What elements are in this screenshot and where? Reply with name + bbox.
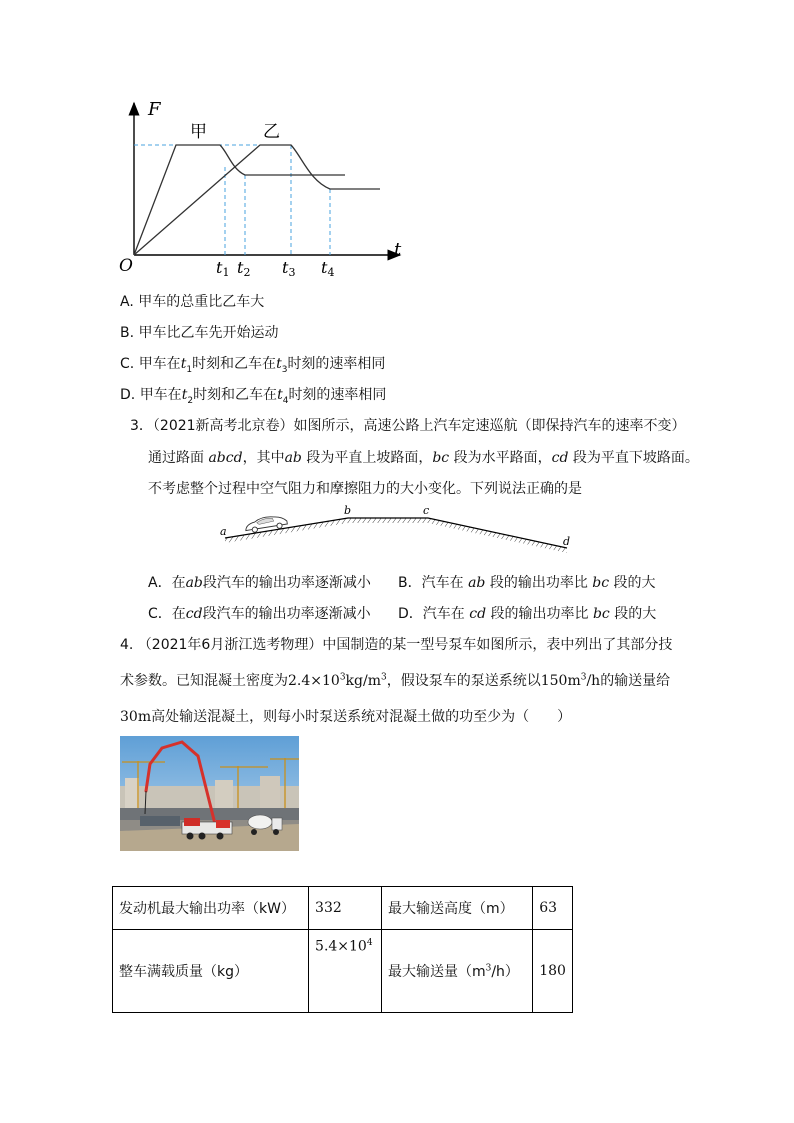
table-cell: 最大输送量$(m^3/h)$	[381, 930, 532, 1013]
tick-label-t1: t1	[216, 258, 230, 279]
road-diagram	[215, 505, 585, 555]
road-point-c: c	[423, 505, 430, 517]
q4-line-3: 30m高处输送混凝土，则每小时泵送系统对混凝土做的功至少为（ ）	[120, 709, 572, 725]
x-axis-label: t	[394, 239, 402, 260]
q3-line-2: 通过路面 abcd，其中ab 段为平直上坡路面，bc 段为水平路面，cd 段为平直下坡路面。	[148, 450, 699, 466]
q4-line-1: 4. （2021年6月浙江选考物理）中国制造的某一型号泵车如图所示，表中列出了其部分技	[120, 637, 673, 653]
road-point-a: a	[220, 525, 227, 538]
q2-option-b[interactable]	[120, 322, 279, 342]
table-cell: 最大输送高度（m）	[381, 887, 532, 930]
tick-label-t2: t2	[237, 258, 251, 279]
table-row	[113, 887, 573, 930]
q2-option-a[interactable]	[120, 291, 264, 311]
table-row	[113, 930, 573, 1013]
q3-option-d[interactable]: D．汽车在 cd 段的输出功率比 bc 段的大	[398, 606, 657, 622]
q3-line-3: 不考虑整个过程中空气阻力和摩擦阻力的大小变化。下列说法正确的是	[148, 481, 582, 497]
q4-line-2: 术参数。已知混凝土密度为$2.4\times 10^3kg/m^3$，假设泵车的泵送系统以$150m^3/h$的输送量给	[120, 672, 671, 689]
table-cell: 180	[533, 930, 573, 1013]
force-time-graph	[110, 95, 410, 280]
option-label: B.	[120, 325, 135, 341]
option-label: D.	[120, 387, 136, 403]
option-label: A.	[120, 294, 134, 310]
curve-yi	[134, 145, 380, 255]
road-point-b: b	[344, 505, 352, 517]
table-cell: 整车满载质量（kg）	[113, 930, 309, 1013]
road-point-d: d	[563, 535, 571, 548]
q2-option-d[interactable]: D. 甲车在$t_2$时刻和乙车在$t_4$时刻的速率相同	[120, 387, 387, 406]
option-text: 甲车比乙车先开始运动	[138, 325, 279, 341]
height-value: 30m	[120, 709, 152, 725]
curve-label-jia: 甲	[190, 122, 207, 142]
table-cell: 63	[533, 887, 573, 930]
origin-label: O	[119, 256, 133, 276]
question-number: 3．	[130, 418, 153, 434]
q3-line-1: 3．（2021新高考北京卷）如图所示，高速公路上汽车定速巡航（即保持汽车的速率不变）	[130, 418, 686, 434]
table-cell: 332	[309, 887, 382, 930]
q3-option-a[interactable]: A．在ab段汽车的输出功率逐渐减小	[148, 575, 371, 591]
curve-label-yi: 乙	[263, 122, 280, 142]
option-text: 甲车的总重比乙车大	[138, 294, 265, 310]
curve-jia	[134, 145, 345, 255]
spec-table	[112, 886, 573, 1013]
pump-rate-value: $150m^3/h$	[540, 672, 601, 689]
density-value: $2.4\times 10^3kg/m^3$	[288, 672, 387, 689]
tick-label-t4: t4	[321, 258, 335, 279]
q2-option-c[interactable]: C. 甲车在$t_1$时刻和乙车在$t_3$时刻的速率相同	[120, 356, 386, 375]
option-label: C.	[120, 356, 135, 372]
tick-label-t3: t3	[282, 258, 296, 279]
table-cell: 发动机最大输出功率（kW）	[113, 887, 309, 930]
y-axis-label: F	[148, 99, 161, 120]
pump-truck-photo	[120, 736, 299, 851]
q3-option-c[interactable]: C．在cd段汽车的输出功率逐渐减小	[148, 606, 371, 622]
q3-option-b[interactable]: B．汽车在 ab 段的输出功率比 bc 段的大	[398, 575, 656, 591]
table-cell: $5.4\times 10^4$	[309, 930, 382, 1013]
